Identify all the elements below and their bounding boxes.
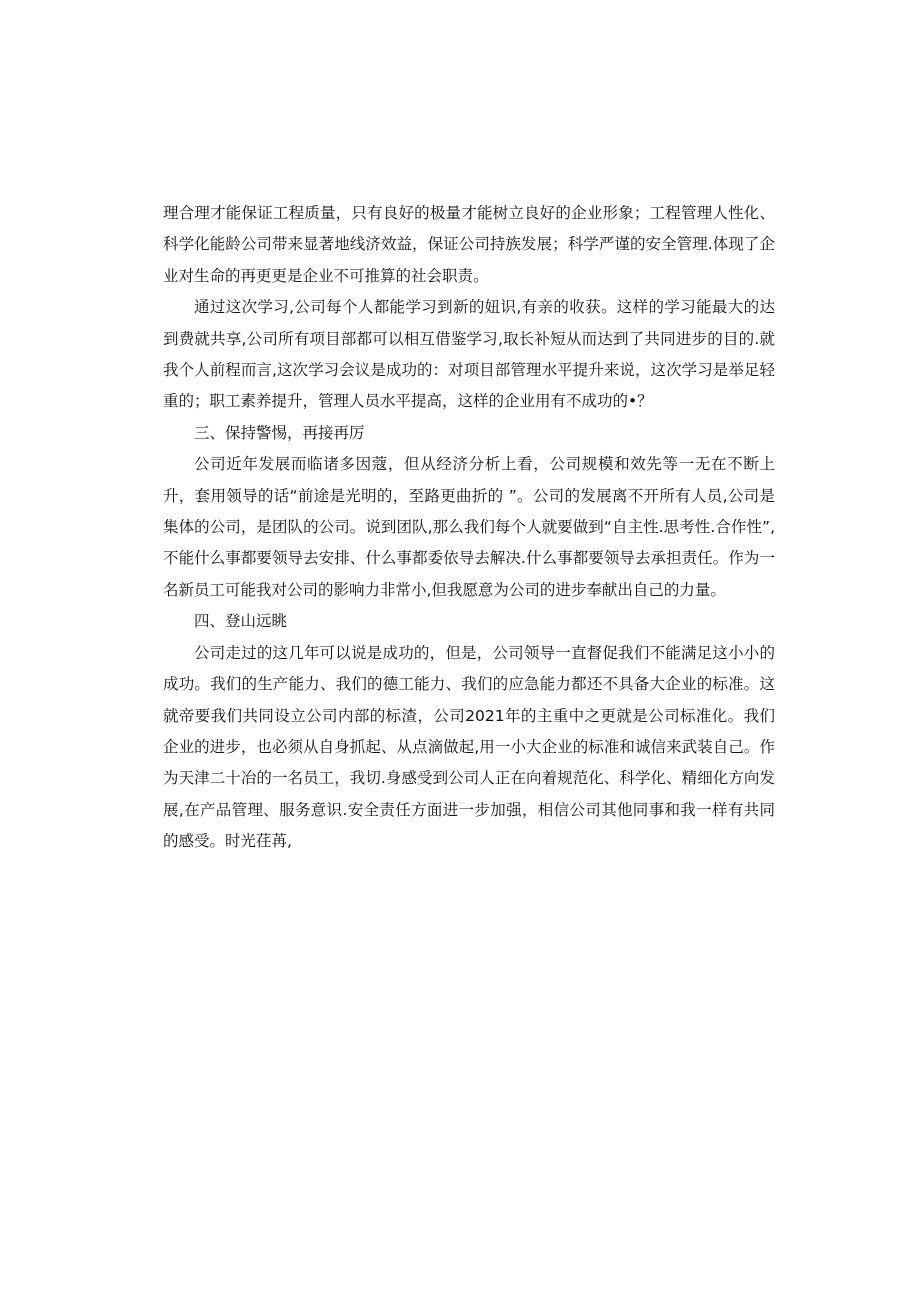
paragraph-outlook: 公司走过的这几年可以说是成功的，但是，公司领导一直督促我们不能满足这小小的成功。我们的生产能力、我们的德工能力、我们的应急能力都还不具备大企业的标准。这就帝要我们共同设立公司内部的标渣，公司2021年的主重中之更就是公司标准化。我们企业的进步，也必须从自身抓起、从点滴做起,用一小大企业的标准和诚信来武装自己。作为天津二十冶的一名员工，我切.身感受到公司人正在向着规范化、科学化、精细化方向发展,在产品管理、服务意识.安全责任方面进一步加强，相信公司其他同事和我一样有共同的感受。时光荏苒, [163,643,775,851]
paragraph-learning: 通过这次学习,公司每个人都能学习到新的妞识,有亲的收获。这样的学习能最大的达到费就共享,公司所有项目部都可以相互借鉴学习,取长补短从而达到了共同进步的目的.就我个人前程而言,这次学习会议是成功的：对项目部管理水平提升来说，这次学习是举足轻重的；职工素养提升，管理人员水平提高，这样的企业用有不成功的•？ [163,298,775,411]
document-body [163,198,775,858]
paragraph-continuation: 理合理才能保证工程质量，只有良好的极量才能树立良好的企业形象；工程管理人性化、科学化能龄公司带来显著地线济效益，保证公司持族发展；科学严谨的安全管理.体现了企业对生命的再更更是企业不可推算的社会职责。 [163,204,775,285]
section-heading-vigilance: 三、保持警惕，再接再厉 [194,423,365,442]
paragraph-vigilance: 公司近年发展而临诸多因蔻，但从经济分析上看，公司规模和效先等一无在不断上升，套用领导的话“前途是光明的，至路更曲折的 ”。公司的发展离不开所有人员,公司是集体的公司，是团队的公司。说到团队,那么我们每个人就要做到“自主性.思考性.合作性”,不能什么事都要领导去安排、什么事都委依导去解决.什么事都要领导去承担责任。作为一名新员工可能我对公司的影响力非常小,但我愿意为公司的进步奉献出自己的力量。 [163,455,775,599]
section-heading-outlook: 四、登山远眺 [194,612,288,631]
